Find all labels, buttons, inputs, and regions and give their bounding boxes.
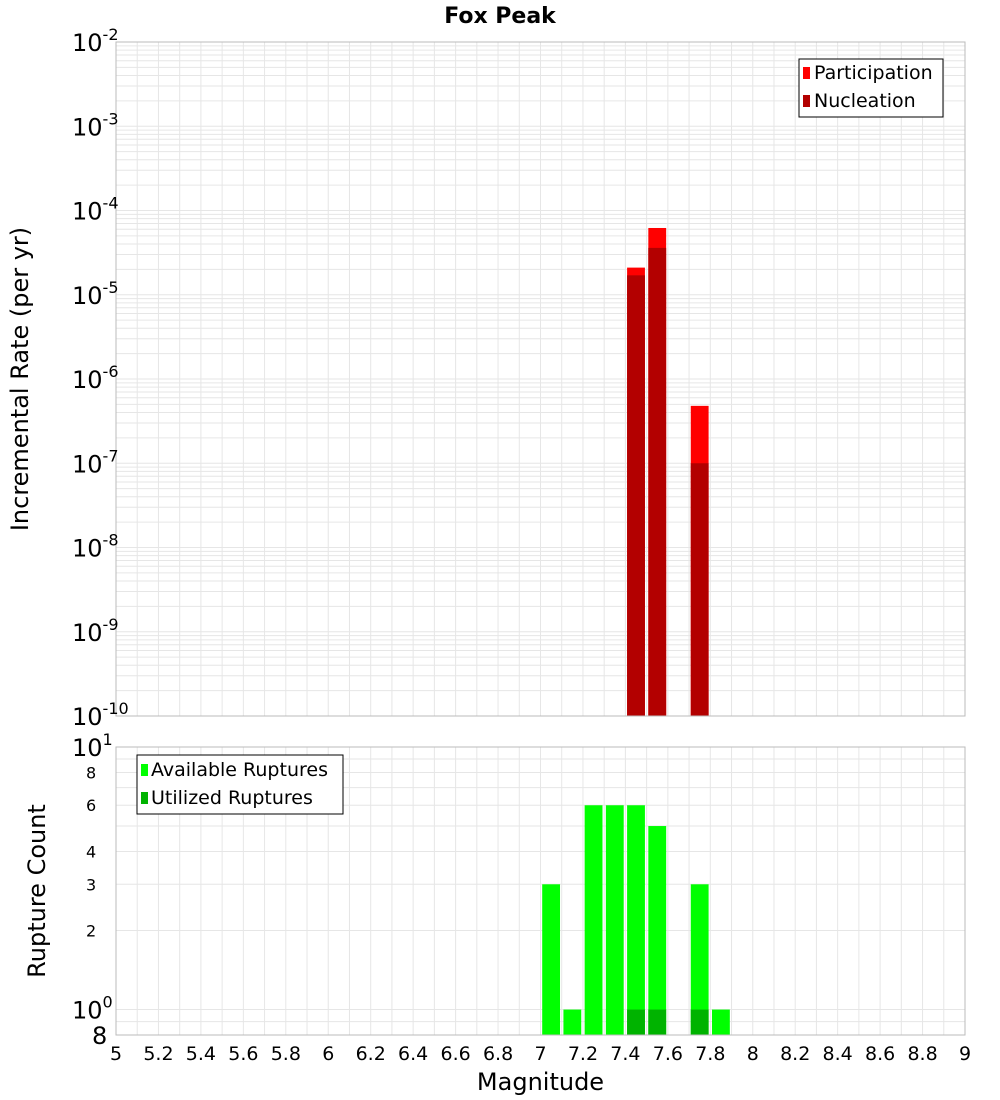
x-tick-label: 6 [322, 1043, 335, 1065]
legend [137, 755, 343, 814]
x-tick-label: 6.2 [355, 1043, 386, 1065]
x-axis-label: Magnitude [476, 1068, 605, 1096]
x-tick-label: 5.4 [185, 1043, 217, 1065]
y-tick-label: $10^{-4}$ [72, 193, 119, 226]
available-ruptures-bar [712, 1010, 730, 1035]
utilized-ruptures-bar [627, 1010, 645, 1035]
x-tick-label: 7.8 [695, 1043, 726, 1065]
y-tick-label: 4 [86, 842, 97, 862]
x-tick-label: 7.6 [652, 1043, 683, 1065]
available-ruptures-bar [542, 884, 560, 1035]
legend-label: Utilized Ruptures [151, 787, 313, 809]
y-tick-label: $10^{-6}$ [72, 362, 119, 394]
y-tick-label: $10^1$ [72, 730, 113, 762]
y-tick-label: $10^{-2}$ [72, 25, 119, 57]
y-tick-label: $10^{-7}$ [72, 446, 119, 479]
available-ruptures-bar [606, 805, 624, 1035]
available-ruptures-bar [627, 805, 645, 1035]
y-tick-label: 3 [86, 875, 97, 895]
x-tick-label: 9 [958, 1043, 972, 1065]
x-tick-label: 5 [109, 1043, 123, 1065]
nucleation-bar [648, 248, 666, 716]
rupture-count-plot [23, 730, 965, 1050]
x-tick-label: 7 [534, 1043, 547, 1065]
nucleation-bar [627, 275, 645, 716]
magnitude-axis [110, 1043, 971, 1096]
legend-swatch [141, 792, 148, 804]
x-tick-label: 8.6 [864, 1043, 896, 1065]
x-tick-label: 7.2 [567, 1043, 599, 1065]
legend-swatch [141, 764, 148, 776]
y-tick-label: 8 [86, 763, 97, 783]
y-axis-label: Rupture Count [23, 804, 51, 978]
x-tick-label: 6.6 [440, 1043, 471, 1065]
y-tick-label: $10^{-5}$ [72, 277, 119, 310]
y-axis-label: Incremental Rate (per yr) [6, 226, 34, 532]
x-tick-label: 8.4 [822, 1043, 853, 1065]
legend-swatch [803, 67, 810, 79]
y-tick-label: $10^{-10}$ [72, 699, 129, 731]
y-tick-label: $10^{-8}$ [72, 530, 119, 563]
y-tick-label: $10^{-9}$ [72, 614, 119, 647]
x-tick-label: 7.4 [610, 1043, 641, 1065]
x-tick-label: 5.2 [143, 1043, 174, 1065]
legend-label: Participation [814, 62, 933, 84]
nucleation-bar [691, 463, 709, 716]
legend-label: Nucleation [814, 90, 916, 112]
x-tick-label: 5.8 [270, 1043, 301, 1065]
y-tick-label: $10^0$ [72, 992, 113, 1025]
x-tick-label: 6.4 [398, 1043, 429, 1065]
x-tick-label: 8.8 [907, 1043, 938, 1065]
legend [799, 59, 943, 117]
available-ruptures-bar [648, 826, 666, 1035]
y-tick-label: 8 [92, 1022, 108, 1050]
y-tick-label: 2 [86, 921, 97, 941]
chart-title: Fox Peak [444, 4, 556, 29]
available-ruptures-bar [563, 1010, 581, 1035]
rate-plot [6, 25, 965, 731]
y-tick-label: 6 [86, 796, 97, 816]
legend-label: Available Ruptures [151, 759, 328, 781]
x-tick-label: 8 [746, 1043, 759, 1065]
available-ruptures-bar [585, 805, 603, 1035]
x-tick-label: 5.6 [228, 1043, 259, 1065]
x-tick-label: 6.8 [482, 1043, 514, 1065]
legend-swatch [803, 95, 810, 107]
x-tick-label: 8.2 [780, 1043, 811, 1065]
y-tick-label: $10^{-3}$ [72, 109, 119, 142]
utilized-ruptures-bar [691, 1010, 709, 1035]
utilized-ruptures-bar [648, 1010, 666, 1035]
